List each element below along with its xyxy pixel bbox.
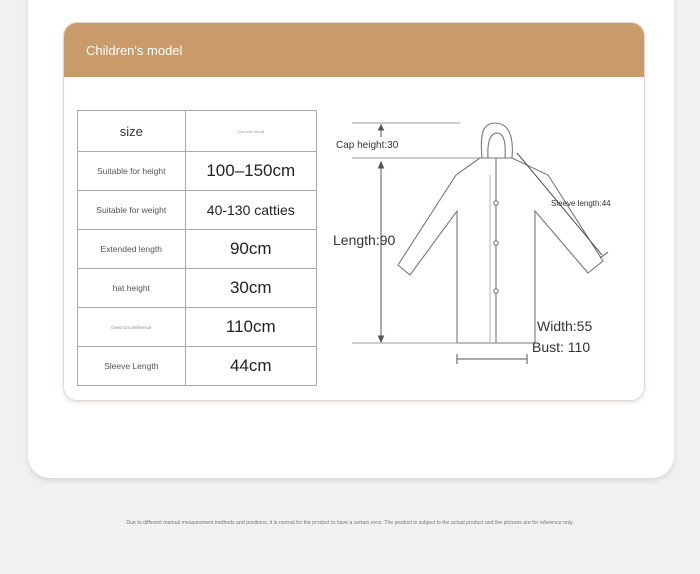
hood-outline	[481, 123, 512, 158]
row-label: size	[78, 111, 186, 152]
row-label: Sleeve Length	[78, 347, 186, 386]
row-value: 110cm	[185, 308, 316, 347]
disclaimer-text: Due to different manual measurement methods and positions, it is normal for the product to have a certain error. The product is subject to the actual product and the pictures are for reference only.	[126, 520, 574, 526]
button	[494, 289, 498, 293]
row-label: chest circumference	[78, 308, 186, 347]
row-label: Suitable for weight	[78, 191, 186, 230]
width-label: Width:55	[537, 318, 593, 334]
row-value: 44cm	[185, 347, 316, 386]
table-row	[78, 347, 317, 386]
row-value: 40-130 catties	[185, 191, 316, 230]
size-table	[77, 110, 317, 386]
row-value: 100–150cm	[185, 152, 316, 191]
sleeve-length-label: Sleeve length:44	[551, 199, 611, 208]
row-value: One size fits all	[185, 111, 316, 152]
header-bar	[64, 23, 644, 77]
row-value: 90cm	[185, 230, 316, 269]
table-row	[78, 269, 317, 308]
row-label: hat height	[78, 269, 186, 308]
table-row	[78, 191, 317, 230]
button	[494, 241, 498, 245]
length-label: Length:90	[333, 232, 396, 248]
button	[494, 201, 498, 205]
row-value: 30cm	[185, 269, 316, 308]
table-row	[78, 152, 317, 191]
cap-height-label: Cap height:30	[336, 140, 399, 151]
table-row	[78, 111, 317, 152]
table-row	[78, 230, 317, 269]
section-title: Children's model	[86, 43, 183, 58]
hood-opening	[488, 133, 505, 158]
row-label: Extended length	[78, 230, 186, 269]
table-row	[78, 308, 317, 347]
coat-outline	[398, 158, 603, 343]
row-label: Suitable for height	[78, 152, 186, 191]
bust-label: Bust: 110	[532, 339, 591, 355]
